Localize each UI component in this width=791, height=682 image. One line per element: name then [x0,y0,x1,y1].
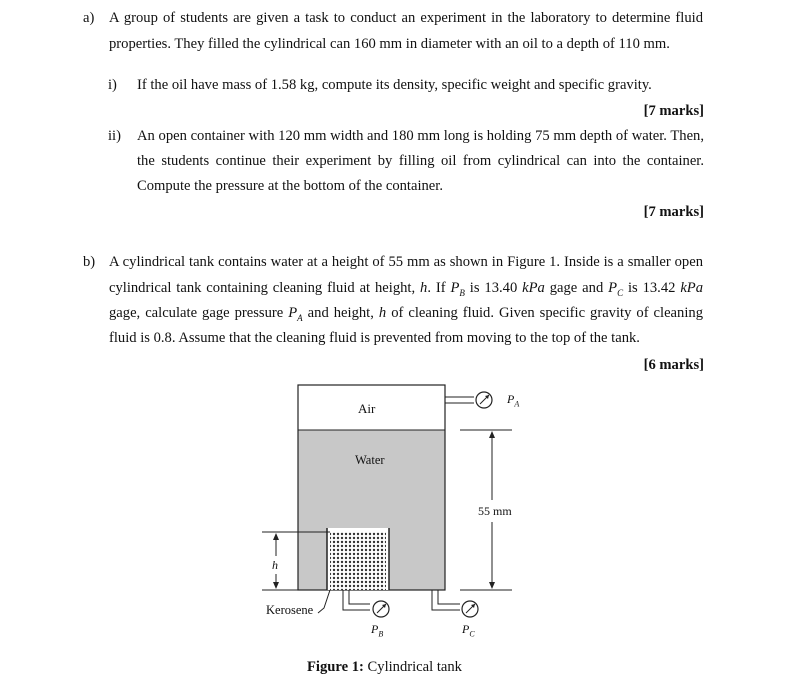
q-a-i-text: If the oil have mass of 1.58 kg, compute its density, specific weight and specific gravity. [137,77,652,93]
q-a-ii-line1: An open container with 120 mm width and 180 mm long is holding 75 mm depth of water. Then, [137,128,704,144]
water-label: Water [355,453,385,467]
height-55mm-label: 55 mm [478,504,512,518]
q-a-i-label: i) [108,77,117,93]
pb-label: $P_B$ [371,622,384,639]
q-a-ii-line2: the students continue their experiment by filling oil from cylindrical can into the container. [137,153,704,169]
part-a-intro-line2: properties. They filled the cylindrical can 160 mm in diameter with an oil to a depth of 110 mm. [109,36,670,52]
kerosene-leader [318,590,330,613]
part-a-intro-line1: A group of students are given a task to conduct an experiment in the laboratory to determine fluid [109,10,703,26]
part-b-label: b) [83,254,96,270]
h-label: h [272,558,278,572]
kerosene-fill [330,532,386,590]
part-b-marks: [6 marks] [643,357,704,373]
kerosene-label: Kerosene [266,603,314,617]
pipe-c [432,590,460,610]
air-label: Air [358,401,376,416]
figure-caption: Figure 1: Cylindrical tank [307,659,462,675]
pipe-a [445,397,474,403]
part-a-label: a) [83,10,95,26]
q-a-i-marks: [7 marks] [643,103,704,119]
pc-label: $P_C$ [462,622,475,639]
q-a-ii-marks: [7 marks] [643,204,704,220]
part-b-line1: A cylindrical tank contains water at a height of 55 mm as shown in Figure 1. Inside is a smaller open [109,254,703,270]
q-a-ii-label: ii) [108,128,121,144]
part-b-line4: fluid is 0.8. Assume that the cleaning fluid is prevented from moving to the top of the tank. [109,330,640,346]
pipe-b [343,590,370,610]
part-b-line2: cylindrical tank containing cleaning fluid at height, h. If $P_B$ is 13.40 kPa gage and $P_C$ is 13.42 kPa [109,280,704,298]
part-b-line3: gage, calculate gage pressure $P_A$ and height, h of cleaning fluid. Given specific gravity of cleaning [109,305,703,323]
q-a-ii-line3: Compute the pressure at the bottom of the container. [137,178,443,194]
pa-label: $P_A$ [507,392,520,409]
